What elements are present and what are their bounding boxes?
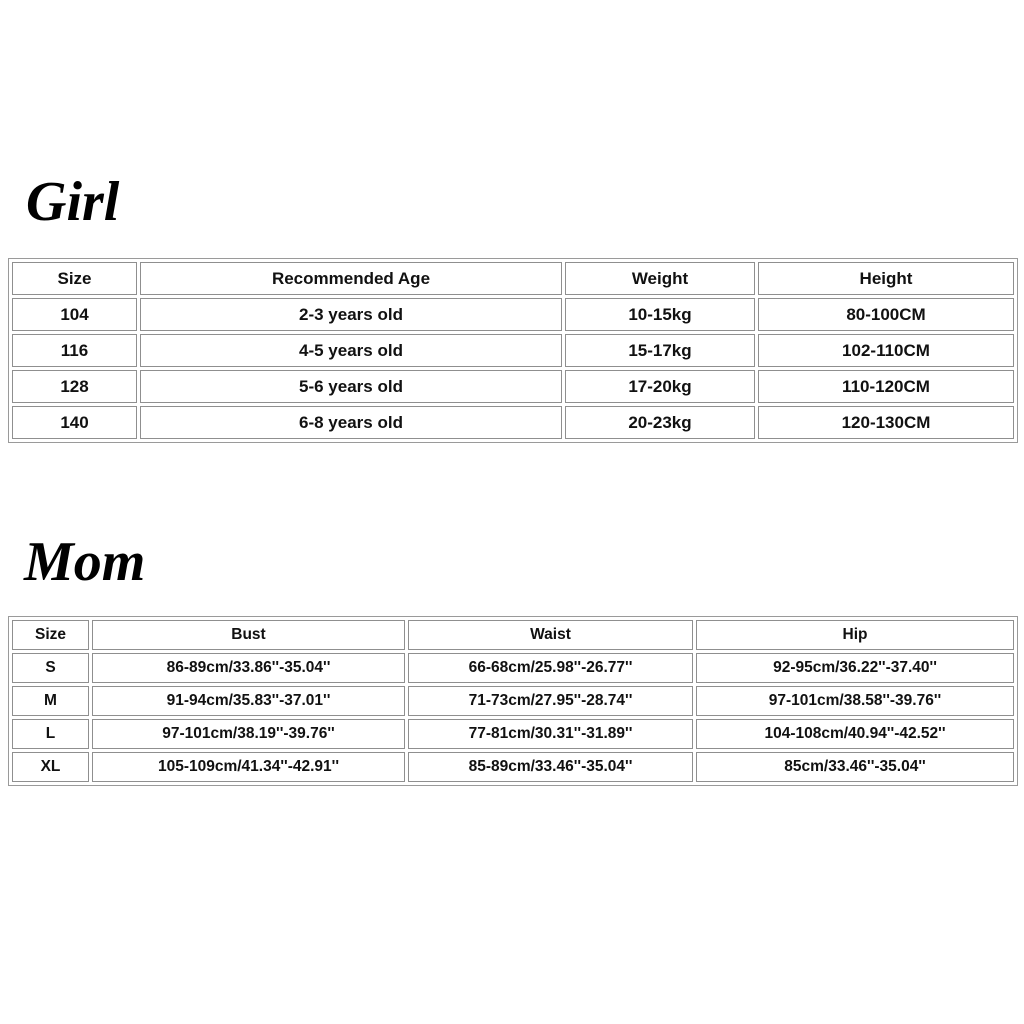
table-row: [12, 752, 1014, 782]
bust-cell: 97-101cm/38.19''-39.76'': [92, 719, 405, 749]
table-header-row: [12, 620, 1014, 650]
weight-cell: 17-20kg: [565, 370, 755, 403]
waist-cell: 77-81cm/30.31''-31.89'': [408, 719, 693, 749]
table-row: [12, 370, 1014, 403]
age-cell: 5-6 years old: [140, 370, 562, 403]
weight-cell: 15-17kg: [565, 334, 755, 367]
age-cell: 6-8 years old: [140, 406, 562, 439]
column-header-recommended-age: Recommended Age: [140, 262, 562, 295]
bust-cell: 86-89cm/33.86''-35.04'': [92, 653, 405, 683]
column-header-size: Size: [12, 620, 89, 650]
column-header-bust: Bust: [92, 620, 405, 650]
waist-cell: 71-73cm/27.95''-28.74'': [408, 686, 693, 716]
size-cell: 104: [12, 298, 137, 331]
size-cell: L: [12, 719, 89, 749]
column-header-waist: Waist: [408, 620, 693, 650]
bust-cell: 91-94cm/35.83''-37.01'': [92, 686, 405, 716]
hip-cell: 92-95cm/36.22''-37.40'': [696, 653, 1014, 683]
bust-cell: 105-109cm/41.34''-42.91'': [92, 752, 405, 782]
waist-cell: 85-89cm/33.46''-35.04'': [408, 752, 693, 782]
height-cell: 80-100CM: [758, 298, 1014, 331]
table-header-row: [12, 262, 1014, 295]
weight-cell: 10-15kg: [565, 298, 755, 331]
table-row: [12, 406, 1014, 439]
table-row: [12, 653, 1014, 683]
table-row: [12, 334, 1014, 367]
height-cell: 102-110CM: [758, 334, 1014, 367]
size-cell: XL: [12, 752, 89, 782]
mom-section-title: Mom: [24, 531, 146, 593]
size-cell: M: [12, 686, 89, 716]
size-cell: S: [12, 653, 89, 683]
girl-section-title: Girl: [26, 171, 120, 233]
column-header-hip: Hip: [696, 620, 1014, 650]
hip-cell: 85cm/33.46''-35.04'': [696, 752, 1014, 782]
weight-cell: 20-23kg: [565, 406, 755, 439]
age-cell: 2-3 years old: [140, 298, 562, 331]
column-header-size: Size: [12, 262, 137, 295]
mom-size-table: [8, 616, 1018, 786]
hip-cell: 104-108cm/40.94''-42.52'': [696, 719, 1014, 749]
column-header-height: Height: [758, 262, 1014, 295]
table-row: [12, 298, 1014, 331]
age-cell: 4-5 years old: [140, 334, 562, 367]
height-cell: 110-120CM: [758, 370, 1014, 403]
table-row: [12, 686, 1014, 716]
height-cell: 120-130CM: [758, 406, 1014, 439]
girl-size-table: [8, 258, 1018, 443]
waist-cell: 66-68cm/25.98''-26.77'': [408, 653, 693, 683]
size-cell: 128: [12, 370, 137, 403]
hip-cell: 97-101cm/38.58''-39.76'': [696, 686, 1014, 716]
size-cell: 116: [12, 334, 137, 367]
column-header-weight: Weight: [565, 262, 755, 295]
size-cell: 140: [12, 406, 137, 439]
table-row: [12, 719, 1014, 749]
